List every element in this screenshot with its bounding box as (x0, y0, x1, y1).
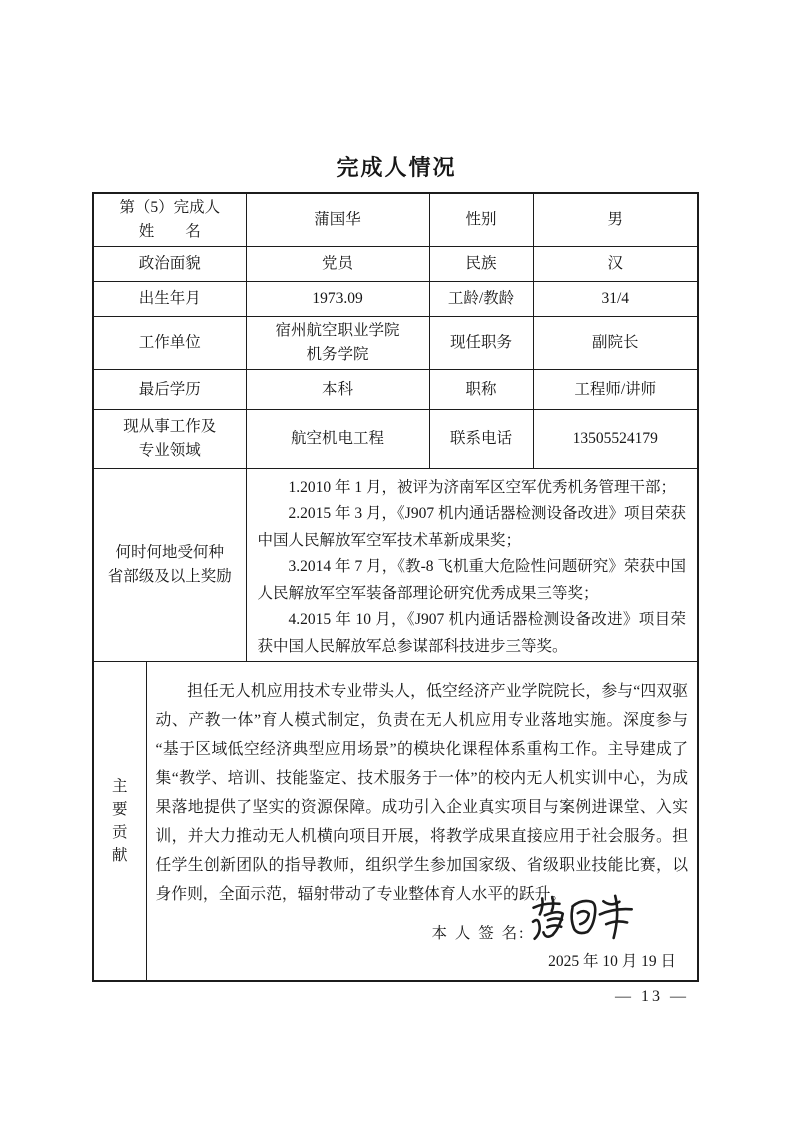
table-row (93, 410, 698, 469)
table-row (93, 370, 698, 410)
current-field-line1: 现从事工作及 (123, 418, 217, 435)
handwritten-signature (528, 889, 638, 950)
signature-date: 2025 年 10 月 19 日 (548, 953, 677, 970)
contributions-row (93, 662, 698, 982)
contributions-paragraph: 担任无人机应用技术专业带头人，低空经济产业学院院长，参与“四双驱动、产教一体”育人模式制定，负责在无人机应用专业落地实施。深度参与“基于区域低空经济典型应用场景”的模块化课程体系重构工作。主导建成了集“教学、培训、技能鉴定、技术服务于一体”的校内无人机实训中心，为成果落地提供了坚实的资源保障。成功引入企业真实项目与案例进课堂、入实训，并大力推动无人机横向项目开展，将教学成果直接应用于社会服务。担任学生创新团队的指导教师，组织学生参加国家级、省级职业技能比赛，以身作则，全面示范，辐射带动了专业整体育人水平的跃升。 (155, 683, 689, 903)
vertical-label-char: 献 (111, 846, 128, 864)
field-value-current-position: 副院长 (533, 317, 698, 370)
signature-strokes (528, 889, 638, 945)
award-item: 4.2015 年 10 月，《J907 机内通话器检测设备改进》项目荣获中国人民解放军总参谋部科技进步三等奖。 (257, 611, 687, 655)
field-label-education: 最后学历 (93, 370, 246, 410)
field-value-current-field: 航空机电工程 (246, 410, 429, 469)
field-value-seniority: 31/4 (533, 282, 698, 317)
work-unit-line1: 宿州航空职业学院 (275, 322, 400, 339)
field-label-phone: 联系电话 (429, 410, 533, 469)
contributions-content (146, 662, 698, 982)
table-row (93, 317, 698, 370)
field-label-current-position: 现任职务 (429, 317, 533, 370)
award-item: 2.2015 年 3 月，《J907 机内通话器检测设备改进》项目荣获中国人民解放军空军技术革新成果奖； (257, 505, 687, 549)
vertical-label-char: 贡 (111, 823, 128, 841)
field-value-name: 蒲国华 (246, 193, 429, 247)
field-label-political-status: 政治面貌 (93, 247, 246, 282)
table-row (93, 247, 698, 282)
awards-content (246, 469, 698, 662)
contributions-vertical-label (94, 779, 146, 864)
award-item: 3.2014 年 7 月，《教-8 飞机重大危险性问题研究》荣获中国人民解放军空军装备部理论研究优秀成果三等奖； (257, 558, 687, 602)
field-value-work-unit (246, 317, 429, 370)
field-value-birth-date: 1973.09 (246, 282, 429, 317)
field-label-name-line1: 第（5）完成人 (119, 199, 221, 216)
table-row (93, 282, 698, 317)
page-title: 完成人情况 (336, 155, 457, 180)
field-label-seniority: 工龄/教龄 (429, 282, 533, 317)
field-label-birth-date: 出生年月 (93, 282, 246, 317)
vertical-label-char: 要 (111, 800, 128, 818)
field-value-political-status: 党员 (246, 247, 429, 282)
award-item: 1.2010 年 1 月，被评为济南军区空军优秀机务管理干部； (288, 478, 677, 496)
vertical-label-char: 主 (111, 777, 128, 795)
awards-row (93, 469, 698, 662)
field-label-contributions (93, 662, 146, 982)
field-value-gender: 男 (533, 193, 698, 247)
field-value-phone: 13505524179 (533, 410, 698, 469)
field-label-awards (93, 469, 246, 662)
field-label-gender: 性别 (429, 193, 533, 247)
signature-line (432, 915, 689, 949)
field-label-current-field (93, 410, 246, 469)
field-value-education: 本科 (246, 370, 429, 410)
work-unit-line2: 机务学院 (306, 346, 369, 363)
field-value-ethnicity: 汉 (533, 247, 698, 282)
field-value-title: 工程师/讲师 (533, 370, 698, 410)
field-label-ethnicity: 民族 (429, 247, 533, 282)
signature-label: 本 人 签 名: (431, 925, 526, 942)
page-number: — 13 — (615, 988, 689, 1005)
field-label-name (93, 193, 246, 247)
completer-info-table (92, 192, 699, 982)
table-row (93, 193, 698, 247)
field-label-title: 职称 (429, 370, 533, 410)
awards-label-line1: 何时何地受何种 (115, 544, 225, 561)
field-label-name-line2: 姓 名 (138, 223, 201, 240)
field-label-work-unit: 工作单位 (93, 317, 246, 370)
current-field-line2: 专业领域 (138, 442, 201, 459)
awards-label-line2: 省部级及以上奖励 (107, 568, 232, 585)
